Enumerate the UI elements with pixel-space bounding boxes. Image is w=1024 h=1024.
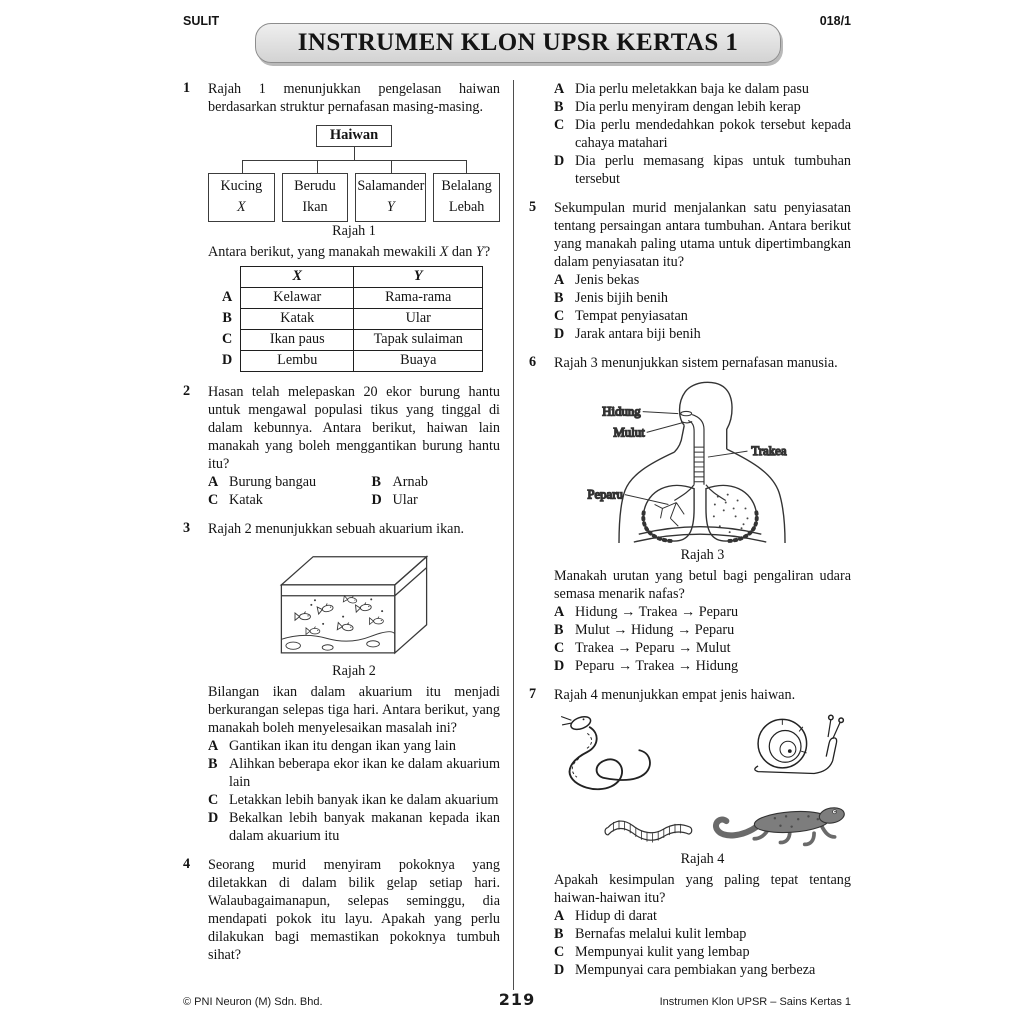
snake-drawing: [561, 715, 650, 790]
page-number: 219: [498, 990, 536, 1009]
tree-root-box: Haiwan: [316, 125, 392, 147]
answer-option: C Tempat penyiasatan: [554, 308, 688, 325]
worm-drawing: [605, 821, 692, 843]
copyright-text: © PNI Neuron (M) Sdn. Bhd.: [183, 996, 323, 1008]
answer-option: A Hidup di darat: [554, 908, 657, 925]
question-4-options: [529, 80, 851, 188]
question-text: Rajah 3 menunjukkan sistem pernafasan manusia.: [554, 355, 838, 372]
figure-caption: Rajah 4: [680, 851, 725, 868]
answer-option: B Dia perlu menyiram dengan lebih kerap: [554, 99, 801, 116]
page-footer: [183, 990, 851, 1009]
answer-option: D Ular: [371, 492, 418, 509]
answer-option: D Mempunyai cara pembiakan yang berbeza: [554, 962, 816, 979]
question-text: Antara berikut, yang manakah mewakili X dan Y?: [208, 243, 491, 260]
classification-tree-diagram: [208, 125, 500, 222]
title-banner: [255, 23, 781, 63]
question-number: 5: [529, 199, 537, 216]
answer-option: A Hidung → Trakea → Peparu: [554, 604, 739, 621]
sulit-label: SULIT: [183, 14, 220, 28]
question-text: Seorang murid menyiram pokoknya yang diletakkan di dalam bilik gelap setiap hari. Walaubagaimanapun, selepas seminggu, dia mendapati pokok itu layu. Apakah yang perlu dilakukan bagi memastikan pokoknya tumbuh sihat?: [208, 857, 500, 964]
question-text: Manakah urutan yang betul bagi pengaliran udara semasa menarik nafas?: [554, 568, 851, 603]
diagram-label-mulut: Mulut: [612, 425, 645, 440]
aquarium-illustration: [208, 544, 500, 662]
question-text: Rajah 2 menunjukkan sebuah akuarium ikan.: [208, 521, 465, 538]
question-number: 4: [183, 856, 191, 873]
table-row: C Ikan paus Tapak sulaiman: [222, 329, 483, 350]
footer-series-text: Instrumen Klon UPSR – Sains Kertas 1: [659, 996, 851, 1008]
question-text: Sekumpulan murid menjalankan satu penyiasatan tentang persaingan antara tumbuhan. Antara berikut yang manakah paling utama untuk dipertimbangkan dalam penyiasatan itu?: [554, 200, 851, 271]
figure-caption: Rajah 1: [332, 223, 376, 240]
answer-option: C Mempunyai kulit yang lembap: [554, 944, 750, 961]
diagram-label-trakea: Trakea: [750, 444, 787, 459]
question-2: [183, 383, 500, 509]
question-text: Apakah kesimpulan yang paling tepat tentang haiwan-haiwan itu?: [554, 872, 851, 907]
answer-option: C Trakea → Peparu → Mulut: [554, 640, 731, 657]
question-5: [529, 199, 851, 343]
question-text: Rajah 1 menunjukkan pengelasan haiwan berdasarkan struktur pernafasan masing-masing.: [208, 81, 500, 116]
figure-caption: Rajah 2: [332, 663, 376, 680]
table-row: A Kelawar Rama-rama: [222, 287, 483, 308]
answer-option: D Dia perlu memasang kipas untuk tumbuhan tersebut: [554, 153, 851, 188]
answer-option: A Gantikan ikan itu dengan ikan yang lain: [208, 738, 456, 754]
tree-leaf-box: Berudu Ikan: [282, 173, 349, 222]
answer-option: B Mulut → Hidung → Peparu: [554, 622, 735, 639]
paper-code: 018/1: [819, 14, 851, 28]
answer-table: X Y A Kelawar Rama-rama B Katak Ular C Ikan paus Tapak sulaiman D Lembu Buaya: [222, 266, 483, 372]
answer-option: C Dia perlu mendedahkan pokok tersebut kepada cahaya matahari: [554, 117, 851, 152]
answer-option: D Bekalkan lebih banyak makanan kepada ikan dalam akuarium itu: [208, 810, 500, 845]
diagram-label-hidung: Hidung: [601, 405, 641, 420]
four-animals-illustration: [554, 710, 851, 850]
question-number: 2: [183, 382, 191, 399]
answer-option: B Jenis bijih benih: [554, 290, 669, 307]
table-row: D Lembu Buaya: [222, 350, 483, 371]
diagram-label-peparu: Peparu: [586, 488, 623, 503]
right-column: [514, 80, 851, 990]
question-3: [183, 520, 500, 845]
respiratory-system-diagram: [554, 378, 851, 546]
question-4: [183, 856, 500, 964]
tree-connector: [354, 147, 355, 160]
tree-leaf-box: Belalang Lebah: [433, 173, 500, 222]
answer-option: A Jenis bekas: [554, 272, 640, 289]
question-text: Bilangan ikan dalam akuarium itu menjadi berkurangan selepas tiga hari. Antara berikut, yang manakah boleh menyelesaikan masalah ini?: [208, 683, 500, 736]
tree-leaf-box: Salamander Y: [355, 173, 426, 222]
answer-option: C Katak: [208, 492, 263, 509]
question-number: 1: [183, 80, 191, 96]
snail-drawing: [754, 716, 843, 774]
figure-caption: Rajah 3: [680, 547, 725, 564]
answer-option: B Alihkan beberapa ekor ikan ke dalam akuarium lain: [208, 756, 500, 791]
question-number: 7: [529, 686, 537, 703]
question-1: [183, 80, 500, 372]
answer-option: B Bernafas melalui kulit lembap: [554, 926, 747, 943]
table-row: B Katak Ular: [222, 308, 483, 329]
question-text: Hasan telah melepaskan 20 ekor burung hantu untuk mengawal populasi tikus yang tinggal di dalam kebunnya. Antara berikut, haiwan lain manakah yang boleh menggantikan burung hantu itu?: [208, 383, 500, 473]
question-number: 6: [529, 354, 537, 371]
answer-option: A Burung bangau: [208, 474, 317, 491]
tree-connector: [208, 160, 500, 173]
salamander-drawing: [715, 806, 845, 844]
question-6: [529, 354, 851, 675]
answer-option: B Arnab: [371, 474, 428, 491]
left-column: [183, 80, 513, 990]
tree-leaf-box: Kucing X: [208, 173, 275, 222]
answer-option: A Dia perlu meletakkan baja ke dalam pasu: [554, 81, 809, 97]
answer-option: D Jarak antara biji benih: [554, 326, 701, 343]
question-7: [529, 686, 851, 979]
question-number: 3: [183, 520, 191, 537]
page-header: [183, 10, 851, 72]
answer-option: C Letakkan lebih banyak ikan ke dalam akuarium: [208, 792, 499, 809]
answer-option: D Peparu → Trakea → Hidung: [554, 658, 739, 675]
question-text: Rajah 4 menunjukkan empat jenis haiwan.: [554, 687, 796, 704]
page-title: INSTRUMEN KLON UPSR KERTAS 1: [297, 29, 739, 56]
